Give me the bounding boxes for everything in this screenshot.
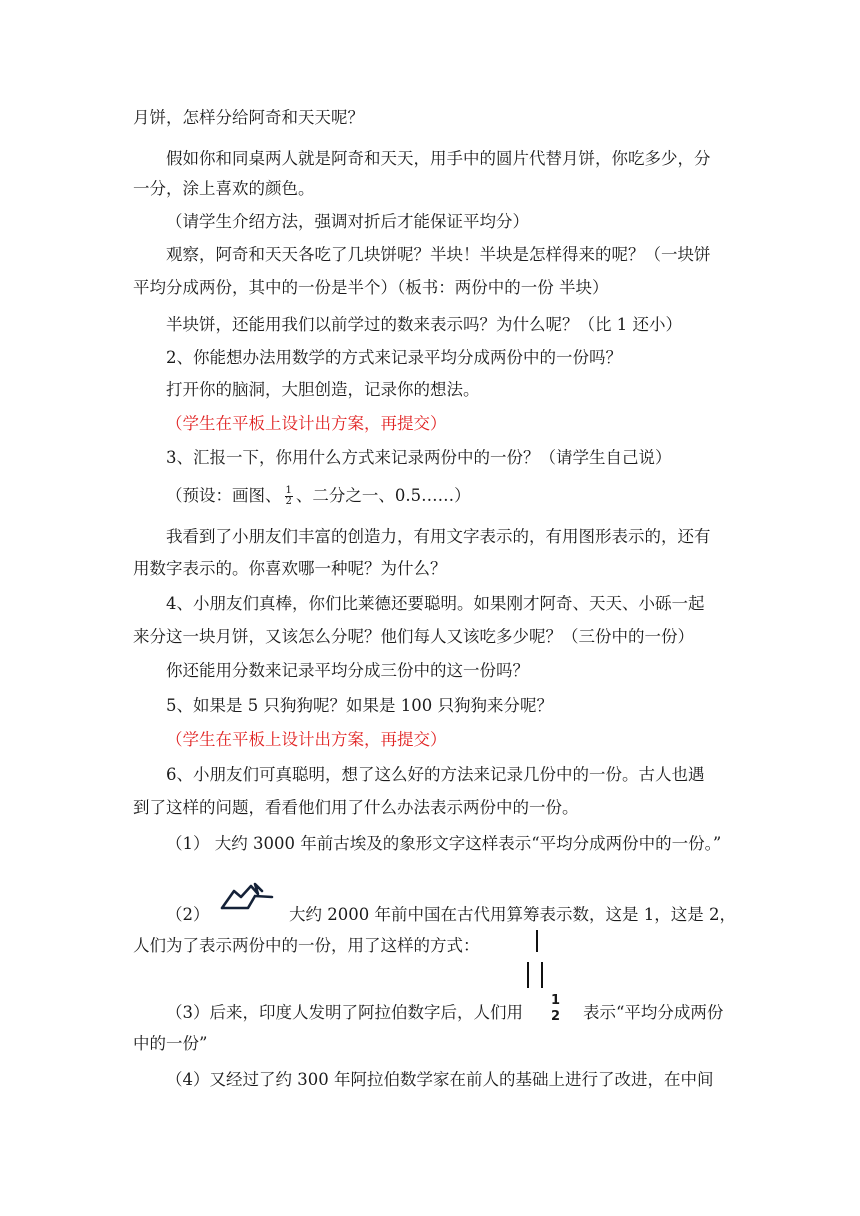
text-line: 到了这样的问题，看看他们用了什么办法表示两份中的一份。 xyxy=(133,798,579,817)
text-line: 6、小朋友们可真聪明，想了这么好的方法来记录几份中的一份。古人也遇 xyxy=(166,765,705,784)
text-line: 2、你能想办法用数学的方式来记录平均分成两份中的一份吗？ xyxy=(166,348,622,367)
fraction-denominator: 2 xyxy=(551,1009,561,1024)
text-line: （请学生介绍方法，强调对折后才能保证平均分） xyxy=(166,212,529,231)
text-line: 人们为了表示两份中的一份，用了这样的方式： xyxy=(133,936,480,955)
text-line: 平均分成两份，其中的一份是半个）（板书：两份中的一份 半块） xyxy=(133,278,609,297)
red-note: （学生在平板上设计出方案，再提交） xyxy=(166,414,447,433)
text-line: 一分，涂上喜欢的颜色。 xyxy=(133,179,315,198)
text-line: 大约 2000 年前中国在古代用算筹表示数，这是 1，这是 2， xyxy=(289,905,736,924)
text-line: （4）又经过了约 300 年阿拉伯数学家在前人的基础上进行了改进，在中间 xyxy=(166,1070,714,1089)
fraction-numerator: 1 xyxy=(285,485,292,496)
text-line: 我看到了小朋友们丰富的创造力，有用文字表示的，有用图形表示的，还有 xyxy=(166,527,711,546)
text-line: 假如你和同桌两人就是阿奇和天天，用手中的圆片代替月饼，你吃多少，分 xyxy=(166,149,711,168)
egyptian-hieroglyph-icon xyxy=(218,880,276,912)
text-line: 观察，阿奇和天天各吃了几块饼呢？半块！半块是怎样得来的呢？（一块饼 xyxy=(166,245,711,264)
red-note: （学生在平板上设计出方案，再提交） xyxy=(166,730,447,749)
fraction-one-half-vertical xyxy=(551,993,560,1025)
item-3-text: 表示“平均分成两份 xyxy=(583,1003,724,1022)
text-line: 打开你的脑洞，大胆创造，记录你的想法。 xyxy=(166,380,480,399)
text-line: 你还能用分数来记录平均分成三份中的这一份吗？ xyxy=(166,661,529,680)
text-line: 用数字表示的。你喜欢哪一种呢？为什么？ xyxy=(133,559,447,578)
fraction-denominator: 2 xyxy=(285,496,292,507)
item-2-label: （2） xyxy=(166,905,210,924)
text-line: 月饼，怎样分给阿奇和天天呢？ xyxy=(133,108,364,127)
fraction-numerator: 1 xyxy=(551,993,561,1008)
text-line: 5、如果是 5 只狗狗呢？如果是 100 只狗狗来分呢？ xyxy=(166,696,553,715)
text-line: （1） 大约 3000 年前古埃及的象形文字这样表示“平均分成两份中的一份。” xyxy=(166,834,722,853)
text-line: 半块饼，还能用我们以前学过的数来表示吗？为什么呢？（比 1 还小） xyxy=(166,315,682,334)
preset-text: （预设：画图、 xyxy=(166,486,282,505)
text-line: 3、汇报一下，你用什么方式来记录两份中的一份？（请学生自己说） xyxy=(166,448,672,467)
preset-text: 、二分之一、0.5……） xyxy=(295,486,471,505)
fraction-one-half xyxy=(285,486,293,507)
text-line: 4、小朋友们真棒，你们比莱德还要聪明。如果刚才阿奇、天天、小砾一起 xyxy=(166,594,705,613)
text-line: 来分这一块月饼，又该怎么分呢？他们每人又该吃多少呢？（三份中的一份） xyxy=(133,627,694,646)
preset-line xyxy=(166,484,471,508)
text-line: 中的一份” xyxy=(133,1034,208,1053)
item-3-text: （3）后来，印度人发明了阿拉伯数字后，人们用 xyxy=(166,1003,523,1022)
